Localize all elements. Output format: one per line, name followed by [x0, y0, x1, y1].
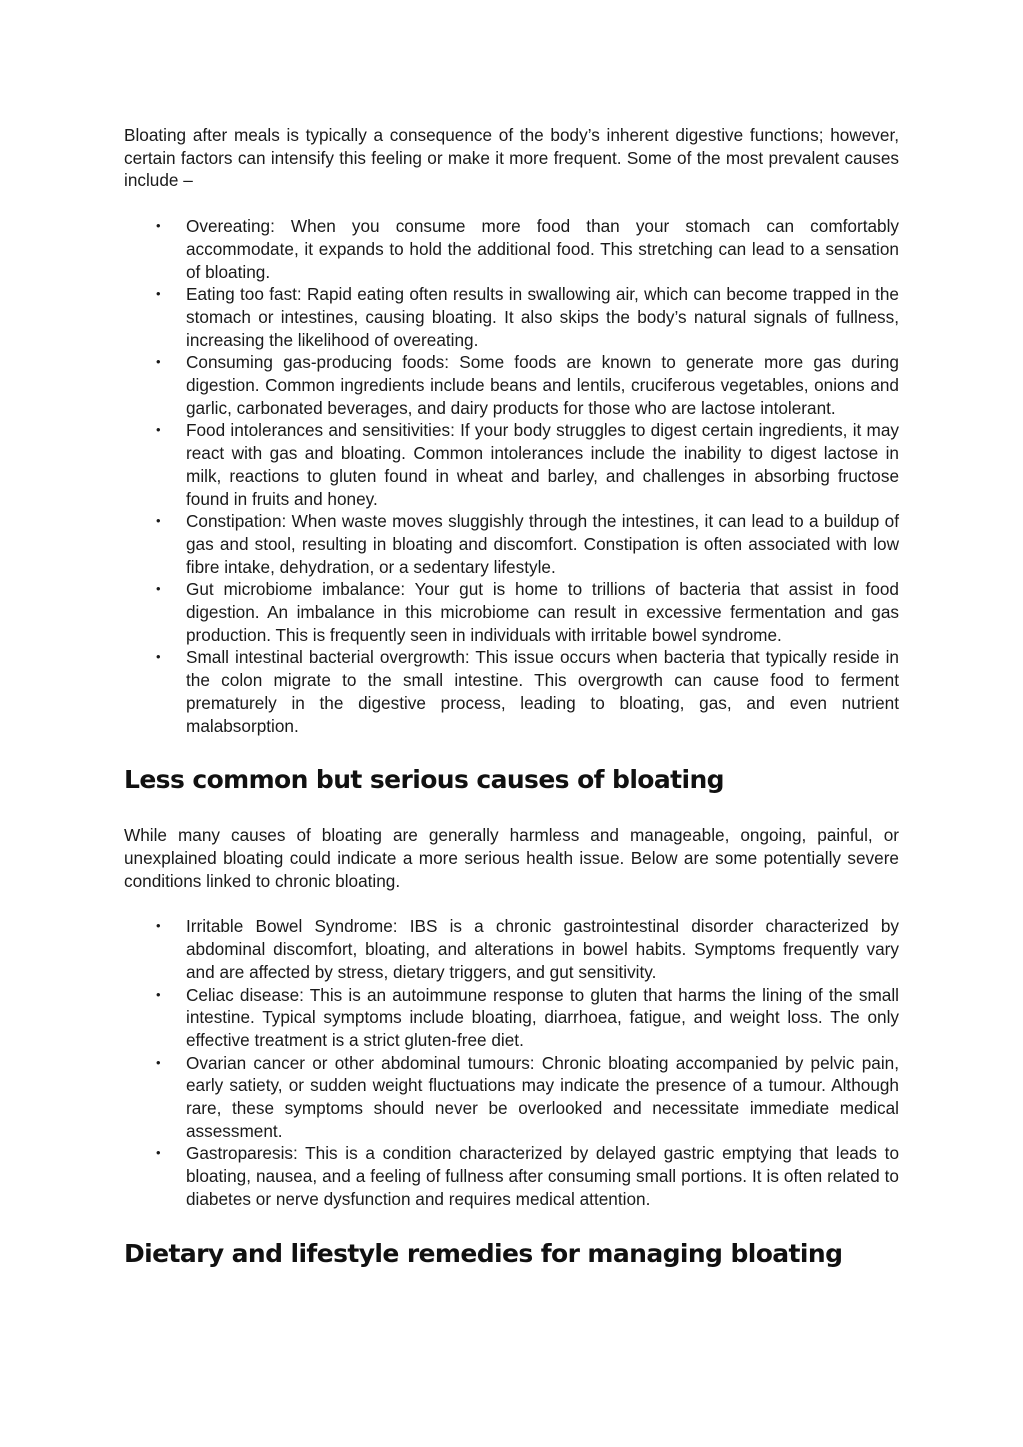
list-item-text: Gut microbiome imbalance: Your gut is home to trillions of bacteria that assist in food digestion. An imbalance in this microbiome can result in excessive fermentation and gas production. This is frequently seen in individuals with irritable bowel syndrome.	[186, 579, 899, 645]
list-item	[124, 419, 899, 510]
list-item	[124, 215, 899, 283]
list-item-text: Celiac disease: This is an autoimmune response to gluten that harms the lining of the small intestine. Typical symptoms include bloating, diarrhoea, fatigue, and weight loss. The only effective treatment is a strict gluten-free diet.	[186, 984, 899, 1050]
list-item	[124, 915, 899, 983]
list-item	[124, 578, 899, 646]
bullet-icon: •	[156, 1145, 161, 1161]
list-item	[124, 984, 899, 1052]
list-item-text: Gastroparesis: This is a condition characterized by delayed gastric emptying that leads to bloating, nausea, and a feeling of fullness after consuming small portions. It is often related to diabetes or nerve dysfunction and requires medical attention.	[186, 1143, 899, 1209]
list-item	[124, 1052, 899, 1143]
bullet-icon: •	[156, 286, 161, 302]
serious-causes-list	[124, 915, 899, 1210]
list-item	[124, 1142, 899, 1210]
list-item-text: Irritable Bowel Syndrome: IBS is a chronic gastrointestinal disorder characterized by abdominal discomfort, bloating, and alterations in bowel habits. Symptoms frequently vary and are affected by stress, dietary triggers, and gut sensitivity.	[186, 916, 899, 982]
bullet-icon: •	[156, 918, 161, 934]
list-item-text: Consuming gas-producing foods: Some foods are known to generate more gas during digestion. Common ingredients include beans and lentils, cruciferous vegetables, onions and garlic, carbonated beverages, and dairy products for those who are lactose intolerant.	[186, 352, 899, 418]
list-item-text: Ovarian cancer or other abdominal tumours: Chronic bloating accompanied by pelvic pain, early satiety, or sudden weight fluctuations may indicate the presence of a tumour. Although rare, these symptoms should never be overlooked and necessitate immediate medical assessment.	[186, 1052, 899, 1141]
bullet-icon: •	[156, 354, 161, 370]
section-heading: Less common but serious causes of bloating	[124, 765, 724, 795]
bullet-icon: •	[156, 218, 161, 234]
intro-paragraph: Bloating after meals is typically a consequence of the body’s inherent digestive functions; however, certain factors can intensify this feeling or make it more frequent. Some of the most prevalent causes include –	[124, 125, 899, 191]
section-intro-paragraph: While many causes of bloating are generally harmless and manageable, ongoing, painful, or unexplained bloating could indicate a more serious health issue. Below are some potentially severe conditions linked to chronic bloating.	[124, 825, 899, 891]
bullet-icon: •	[156, 422, 161, 438]
bullet-icon: •	[156, 581, 161, 597]
list-item	[124, 646, 899, 737]
list-item-text: Food intolerances and sensitivities: If your body struggles to digest certain ingredients, it may react with gas and bloating. Common intolerances include the inability to digest lactose in milk, reactions to gluten found in wheat and barley, and challenges in absorbing fructose found in fruits and honey.	[186, 420, 899, 509]
document-page	[124, 124, 899, 1270]
list-item	[124, 351, 899, 419]
bullet-icon: •	[156, 1054, 161, 1070]
bullet-icon: •	[156, 513, 161, 529]
list-item-text: Small intestinal bacterial overgrowth: This issue occurs when bacteria that typically reside in the colon migrate to the small intestine. This overgrowth can cause food to ferment prematurely in the digestive process, leading to bloating, gas, and even nutrient malabsorption.	[186, 647, 899, 736]
causes-list	[124, 215, 899, 737]
bullet-icon: •	[156, 986, 161, 1002]
list-item-text: Eating too fast: Rapid eating often results in swallowing air, which can become trapped in the stomach or intestines, causing bloating. It also skips the body’s natural signals of fullness, increasing the likelihood of overeating.	[186, 284, 899, 350]
list-item	[124, 283, 899, 351]
list-item-text: Overeating: When you consume more food than your stomach can comfortably accommodate, it expands to hold the additional food. This stretching can lead to a sensation of bloating.	[186, 216, 899, 282]
list-item	[124, 510, 899, 578]
bullet-icon: •	[156, 649, 161, 665]
section-heading: Dietary and lifestyle remedies for managing bloating	[124, 1238, 843, 1268]
list-item-text: Constipation: When waste moves sluggishly through the intestines, it can lead to a buildup of gas and stool, resulting in bloating and discomfort. Constipation is often associated with low fibre intake, dehydration, or a sedentary lifestyle.	[186, 511, 899, 577]
